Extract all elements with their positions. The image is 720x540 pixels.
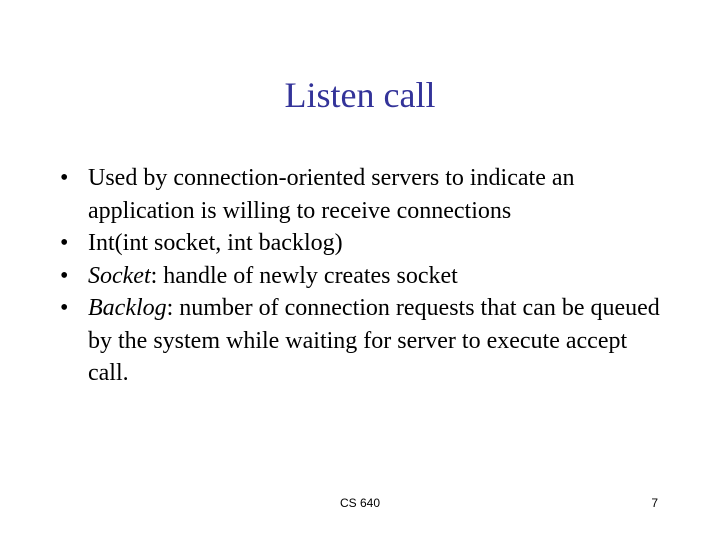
bullet-item [60, 227, 670, 260]
bullet-icon: • [60, 262, 69, 289]
bullet-icon: • [60, 295, 69, 321]
bullet-term: Socket [88, 262, 151, 289]
bullet-text: Used by connection-oriented servers to indicate an application is willing to receive connections [88, 165, 575, 224]
bullet-text: : number of connection requests that can be queued by the system while waiting for server to execute accept call. [88, 295, 660, 386]
footer-page-number: 7 [651, 496, 658, 510]
footer-course: CS 640 [339, 496, 381, 510]
bullet-item [60, 292, 670, 390]
bullet-icon: • [60, 165, 69, 191]
bullet-list [60, 162, 670, 390]
bullet-text: : handle of newly creates socket [150, 262, 458, 289]
slide-title: Listen call [284, 75, 436, 115]
bullet-icon: • [60, 230, 69, 256]
bullet-item [60, 162, 670, 227]
bullet-term: Backlog [88, 295, 167, 321]
bullet-text: Int(int socket, int backlog) [88, 230, 343, 256]
bullet-item [60, 260, 670, 293]
